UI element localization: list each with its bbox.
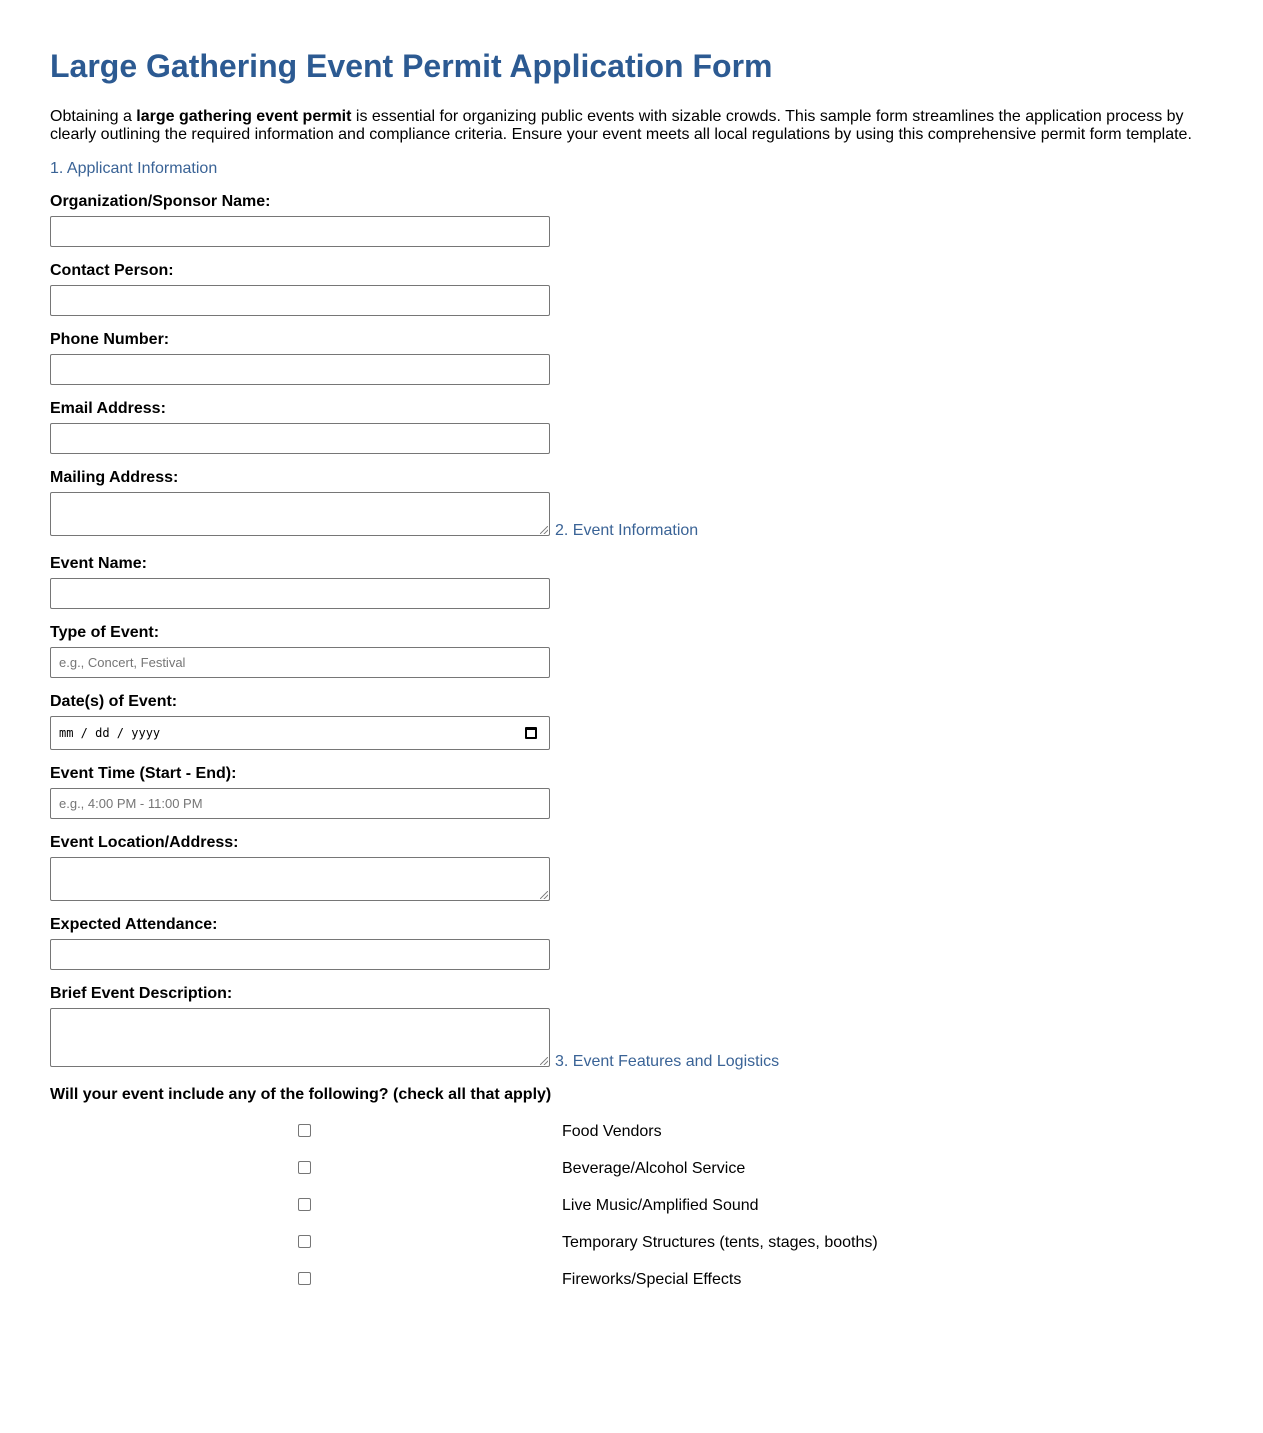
section-heading-applicant: 1. Applicant Information — [50, 160, 218, 177]
intro-paragraph — [50, 108, 1210, 144]
event-date-input[interactable] — [50, 716, 550, 750]
organization-label: Organization/Sponsor Name: — [50, 193, 271, 210]
expected-attendance-label: Expected Attendance: — [50, 916, 218, 933]
event-description-label: Brief Event Description: — [50, 985, 233, 1002]
email-input[interactable] — [50, 423, 550, 454]
contact-person-label: Contact Person: — [50, 262, 174, 279]
event-time-label: Event Time (Start - End): — [50, 765, 237, 782]
event-date-placeholder: mm / dd / yyyy — [59, 726, 161, 740]
feature-option-beverage-alcohol[interactable] — [0, 1161, 1263, 1181]
section-heading-event: 2. Event Information — [555, 522, 699, 539]
event-type-input[interactable] — [50, 647, 550, 678]
calendar-icon[interactable] — [525, 727, 537, 739]
email-label: Email Address: — [50, 400, 166, 417]
resize-grip-icon[interactable] — [540, 526, 548, 534]
event-dates-label: Date(s) of Event: — [50, 693, 178, 710]
fireworks-label[interactable]: Fireworks/Special Effects — [562, 1271, 742, 1288]
phone-input[interactable] — [50, 354, 550, 385]
event-name-input[interactable] — [50, 578, 550, 609]
page-title: Large Gathering Event Permit Application Form — [50, 48, 773, 84]
event-description-textarea[interactable] — [50, 1008, 550, 1067]
beverage-alcohol-checkbox[interactable] — [298, 1161, 311, 1174]
resize-grip-icon[interactable] — [540, 1057, 548, 1065]
event-time-placeholder: e.g., 4:00 PM - 11:00 PM — [59, 796, 203, 811]
intro-text-start: Obtaining a — [50, 108, 137, 125]
event-time-input[interactable] — [50, 788, 550, 819]
phone-label: Phone Number: — [50, 331, 170, 348]
fireworks-checkbox[interactable] — [298, 1272, 311, 1285]
feature-option-temporary-structures[interactable] — [0, 1235, 1263, 1255]
event-location-label: Event Location/Address: — [50, 834, 239, 851]
section-heading-features: 3. Event Features and Logistics — [555, 1053, 780, 1070]
event-name-label: Event Name: — [50, 555, 147, 572]
temporary-structures-checkbox[interactable] — [298, 1235, 311, 1248]
temporary-structures-label[interactable]: Temporary Structures (tents, stages, booths) — [562, 1234, 878, 1251]
intro-text-end: is essential for organizing public events with sizable crowds. This sample form streamlines the application process by clearly outlining the required information and compliance criteria. Ensure your event meets all local regulations by using this comprehensive permit form template. — [50, 108, 1192, 143]
food-vendors-checkbox[interactable] — [298, 1124, 311, 1137]
organization-input[interactable] — [50, 216, 550, 247]
beverage-alcohol-label[interactable]: Beverage/Alcohol Service — [562, 1160, 746, 1177]
mailing-address-textarea[interactable] — [50, 492, 550, 536]
mailing-address-label: Mailing Address: — [50, 469, 179, 486]
intro-text-bold: large gathering event permit — [136, 108, 352, 125]
features-question-label: Will your event include any of the following? (check all that apply) — [50, 1086, 552, 1103]
food-vendors-label[interactable]: Food Vendors — [562, 1123, 662, 1140]
feature-option-fireworks[interactable] — [0, 1272, 1263, 1292]
event-location-textarea[interactable] — [50, 857, 550, 901]
live-music-label[interactable]: Live Music/Amplified Sound — [562, 1197, 759, 1214]
event-type-label: Type of Event: — [50, 624, 160, 641]
resize-grip-icon[interactable] — [540, 891, 548, 899]
feature-option-food-vendors[interactable] — [0, 1124, 1263, 1144]
live-music-checkbox[interactable] — [298, 1198, 311, 1211]
expected-attendance-input[interactable] — [50, 939, 550, 970]
feature-option-live-music[interactable] — [0, 1198, 1263, 1218]
event-type-placeholder: e.g., Concert, Festival — [59, 655, 186, 670]
contact-person-input[interactable] — [50, 285, 550, 316]
